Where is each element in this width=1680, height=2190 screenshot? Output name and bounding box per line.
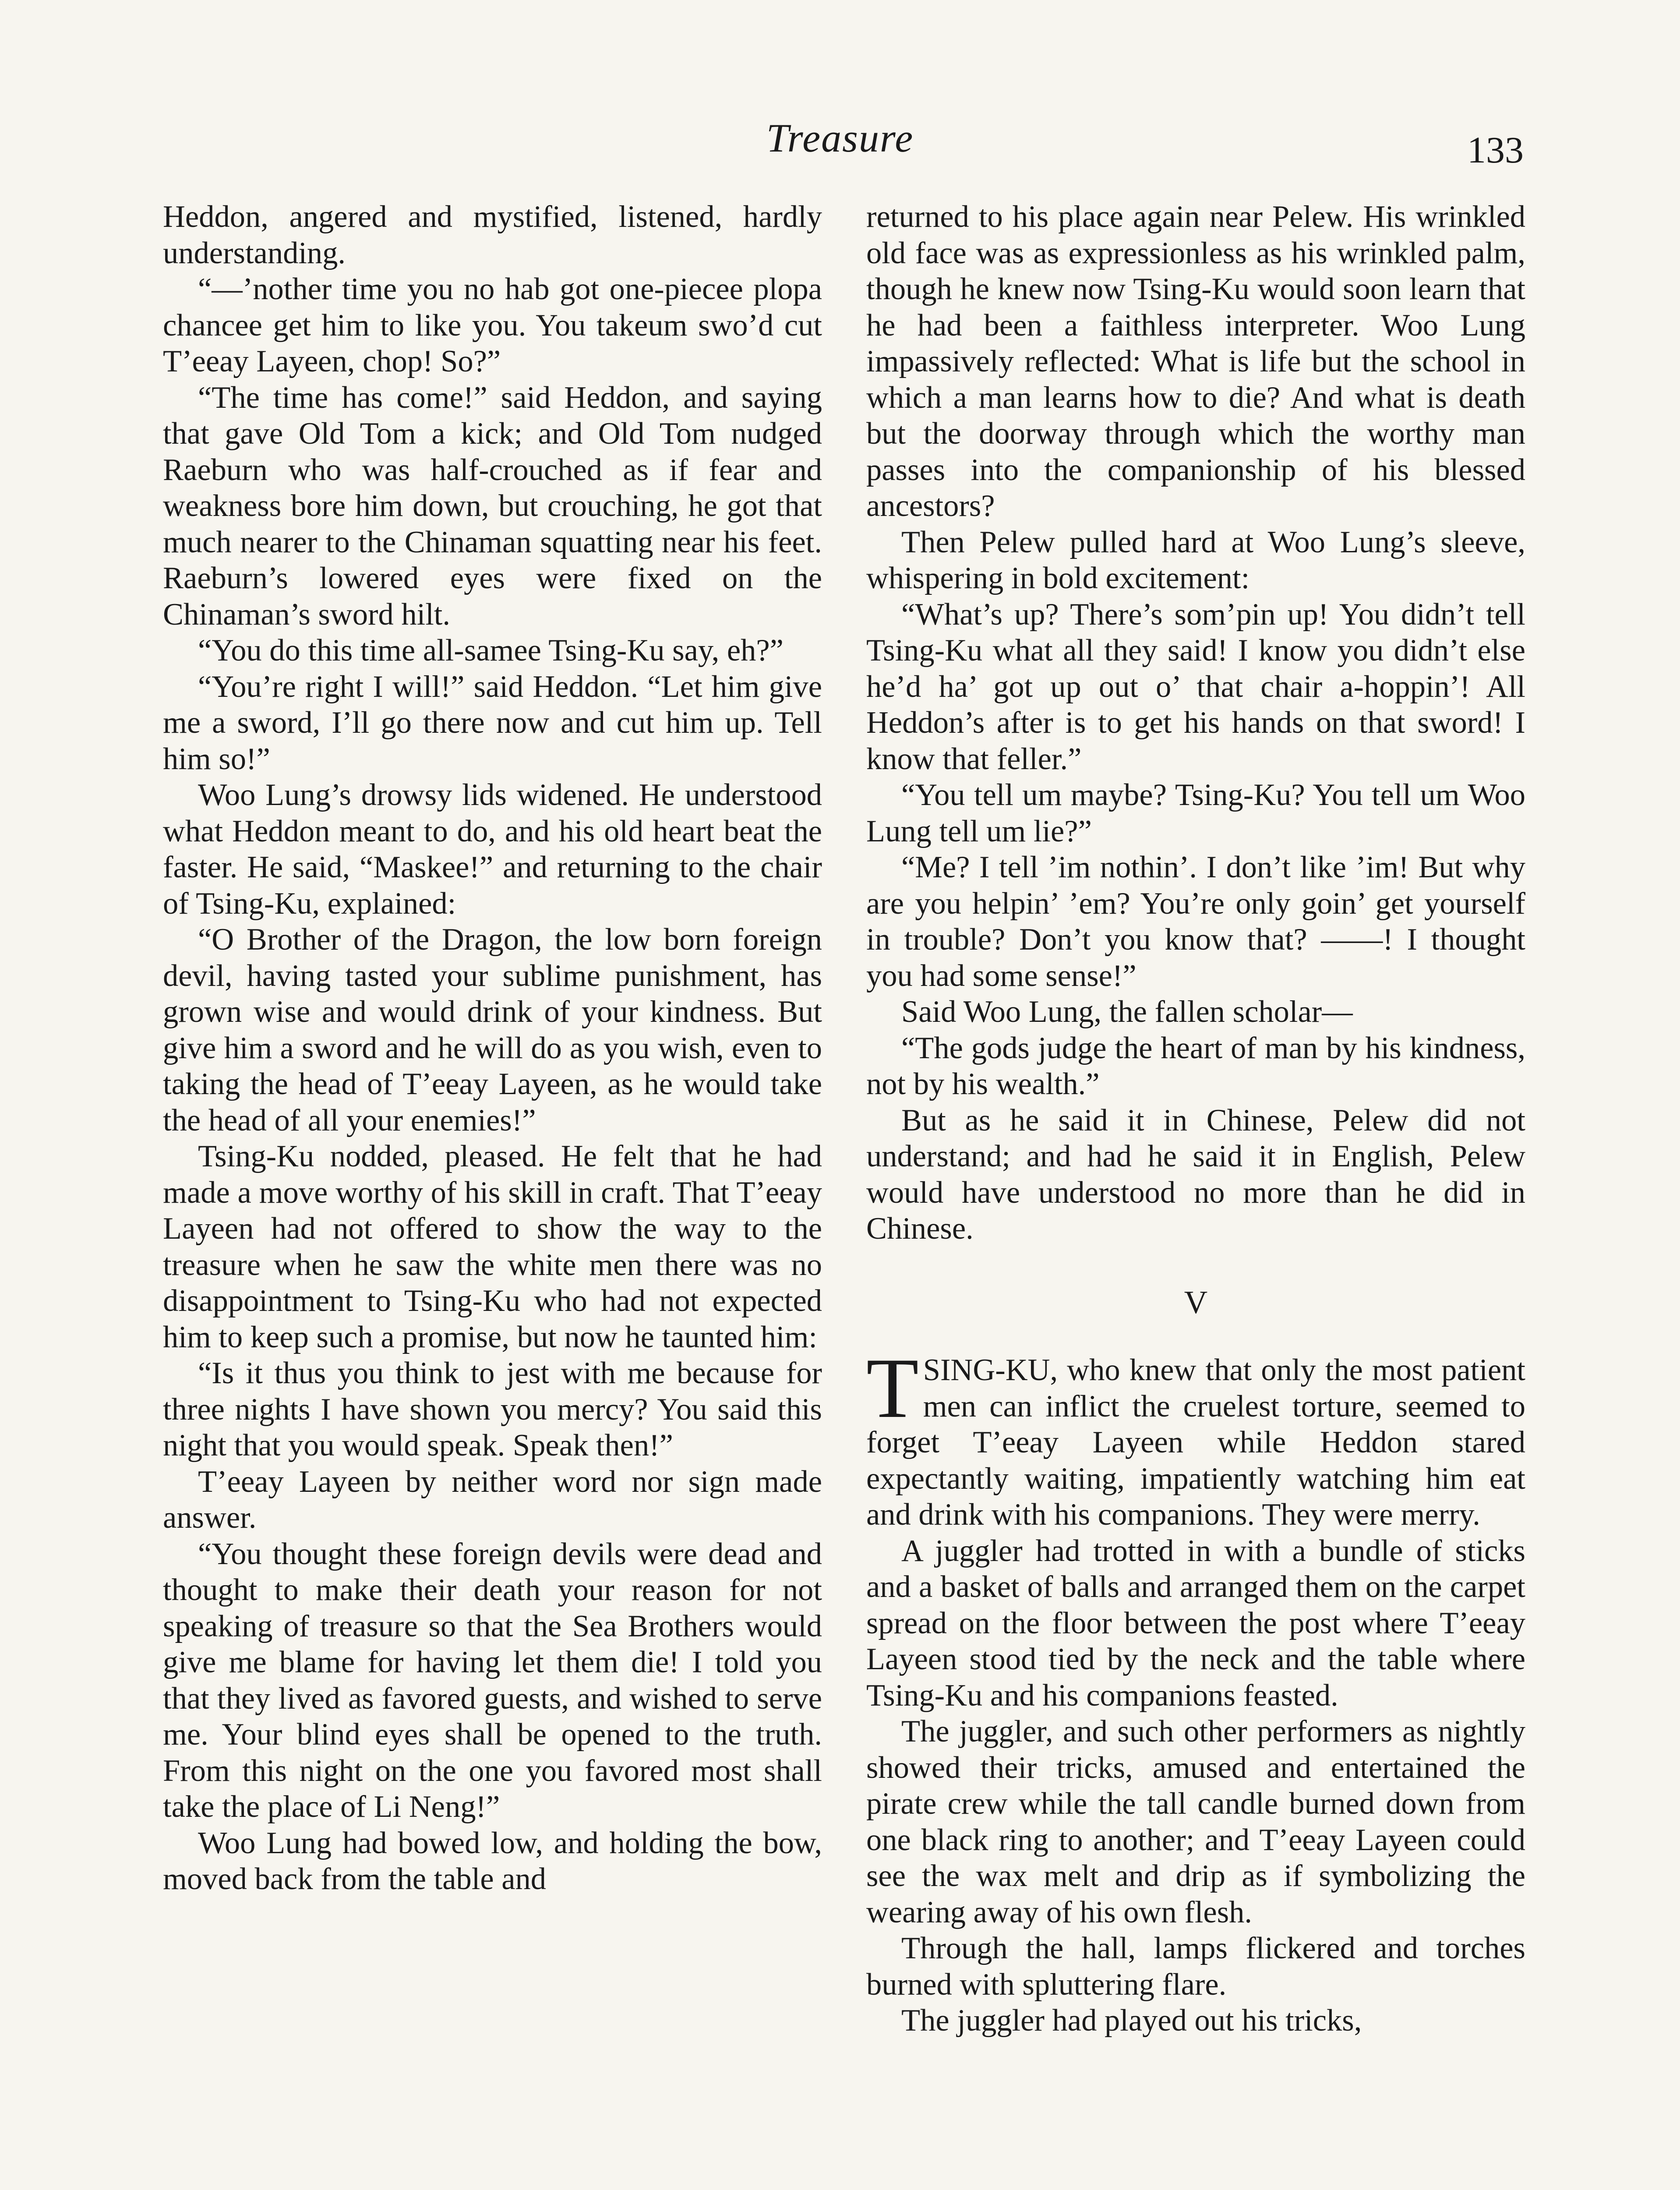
paragraph: “Is it thus you think to jest with me because for three nights I have shown you mercy? You said this night that you would speak. Speak then!” (163, 1356, 822, 1462)
running-head-title: Treasure (766, 116, 914, 160)
paragraph: “What’s up? There’s som’pin up! You didn’t tell Tsing-Ku what all they said! I know you didn’t else he’d ha’ got up out o’ that chair a-hoppin’! All Heddon’s after is to get his hands on that sword! I know that feller.” (866, 597, 1525, 776)
paragraph: “The gods judge the heart of man by his kindness, not by his wealth.” (866, 1031, 1525, 1101)
paragraph: Said Woo Lung, the fallen scholar— (901, 995, 1353, 1029)
section-numeral: V (1184, 1284, 1208, 1321)
paragraph: “Me? I tell ’im nothin’. I don’t like ’im! But why are you helpin’ ’em? You’re only goin’ get yourself in trouble? Don’t you know that? ——! I thought you had some sense!” (866, 850, 1525, 993)
paragraph: “O Brother of the Dragon, the low born foreign devil, having tasted your sublime punishment, has grown wise and would drink of your kindness. But give him a sword and he will do as you wish, even to taking the head of T’eeay Layeen, as he would take the head of all your enemies!” (163, 922, 822, 1137)
paragraph: “You do this time all-samee Tsing-Ku say, eh?” (198, 633, 784, 668)
paragraph: Woo Lung had bowed low, and holding the bow, moved back from the table and (163, 1826, 822, 1896)
paragraph: Then Pelew pulled hard at Woo Lung’s sleeve, whispering in bold excitement: (866, 525, 1525, 595)
paragraph: The juggler had played out his tricks, (901, 2003, 1362, 2038)
page-number: 133 (1467, 129, 1524, 171)
drop-cap-letter: T (866, 1341, 919, 1436)
paragraph: Through the hall, lamps flickered and torches burned with spluttering flare. (866, 1931, 1525, 2002)
paragraph: “You thought these foreign devils were dead and thought to make their death your reason for not speaking of treasure so that the Sea Brothers would give me blame for having let them die! I told you that they lived as favored guests, and wished to serve me. Your blind eyes shall be opened to the truth. From this night on the one you favored most shall take the place of Li Neng!” (163, 1537, 822, 1824)
section-opening-paragraph (866, 1341, 1525, 1533)
paragraph: returned to his place again near Pelew. His wrinkled old face was as expressionless as his wrinkled palm, though he knew now Tsing-Ku would soon learn that he had been a faithless interpreter. Woo Lung impassively reflected: What is life but the school in which a man learns how to die? And what is death but the doorway through which the worthy man passes into the companionship of his blessed ancestors? (866, 200, 1525, 523)
paragraph: A juggler had trotted in with a bundle of sticks and a basket of balls and arranged them on the carpet spread on the floor between the post where T’eeay Layeen stood tied by the neck and the table where Tsing-Ku and his companions feasted. (866, 1533, 1525, 1713)
paragraph: Woo Lung’s drowsy lids widened. He understood what Heddon meant to do, and his old heart beat the faster. He said, “Maskee!” and returning to the chair of Tsing-Ku, explained: (163, 778, 822, 921)
left-column (163, 199, 822, 1897)
paragraph: But as he said it in Chinese, Pelew did not understand; and had he said it in English, Pelew would have understood no more than he did in Chinese. (866, 1103, 1525, 1246)
paragraph: “You’re right I will!” said Heddon. “Let him give me a sword, I’ll go there now and cut him up. Tell him so!” (163, 669, 822, 776)
paragraph: Tsing-Ku nodded, pleased. He felt that he had made a move worthy of his skill in craft. That T’eeay Layeen had not offered to show the way to the treasure when he saw the white men there was no disappointment to Tsing-Ku who had not expected him to keep such a promise, but now he taunted him: (163, 1139, 822, 1354)
paragraph: “The time has come!” said Heddon, and saying that gave Old Tom a kick; and Old Tom nudged Raeburn who was half-crouched as if fear and weakness bore him down, but crouching, he got that much nearer to the Chinaman squatting near his feet. Raeburn’s lowered eyes were fixed on the Chinaman’s sword hilt. (163, 380, 822, 632)
paragraph: Heddon, angered and mystified, listened, hardly understanding. (163, 200, 822, 270)
opening-text: who knew that only the most patient men can inflict the cruelest torture, seemed to forget T’eeay Layeen while Heddon stared expectantly waiting, impatiently watching him eat and drink with his companions. They were merry. (866, 1353, 1525, 1532)
paragraph: The juggler, and such other performers as nightly showed their tricks, amused and entertained the pirate crew while the tall candle burned down from one black ring to another; and T’eeay Layeen could see the wax melt and drip as if symbolizing the wearing away of his own flesh. (866, 1714, 1525, 1929)
paragraph: T’eeay Layeen by neither word nor sign made answer. (163, 1464, 822, 1535)
opening-small-caps: SING-KU, (923, 1353, 1058, 1387)
paragraph: “You tell um maybe? Tsing-Ku? You tell um Woo Lung tell um lie?” (866, 778, 1525, 848)
right-column (866, 199, 1525, 2039)
paragraph: “—’nother time you no hab got one-piecee plopa chancee get him to like you. You takeum swo’d cut T’eeay Layeen, chop! So?” (163, 272, 822, 378)
